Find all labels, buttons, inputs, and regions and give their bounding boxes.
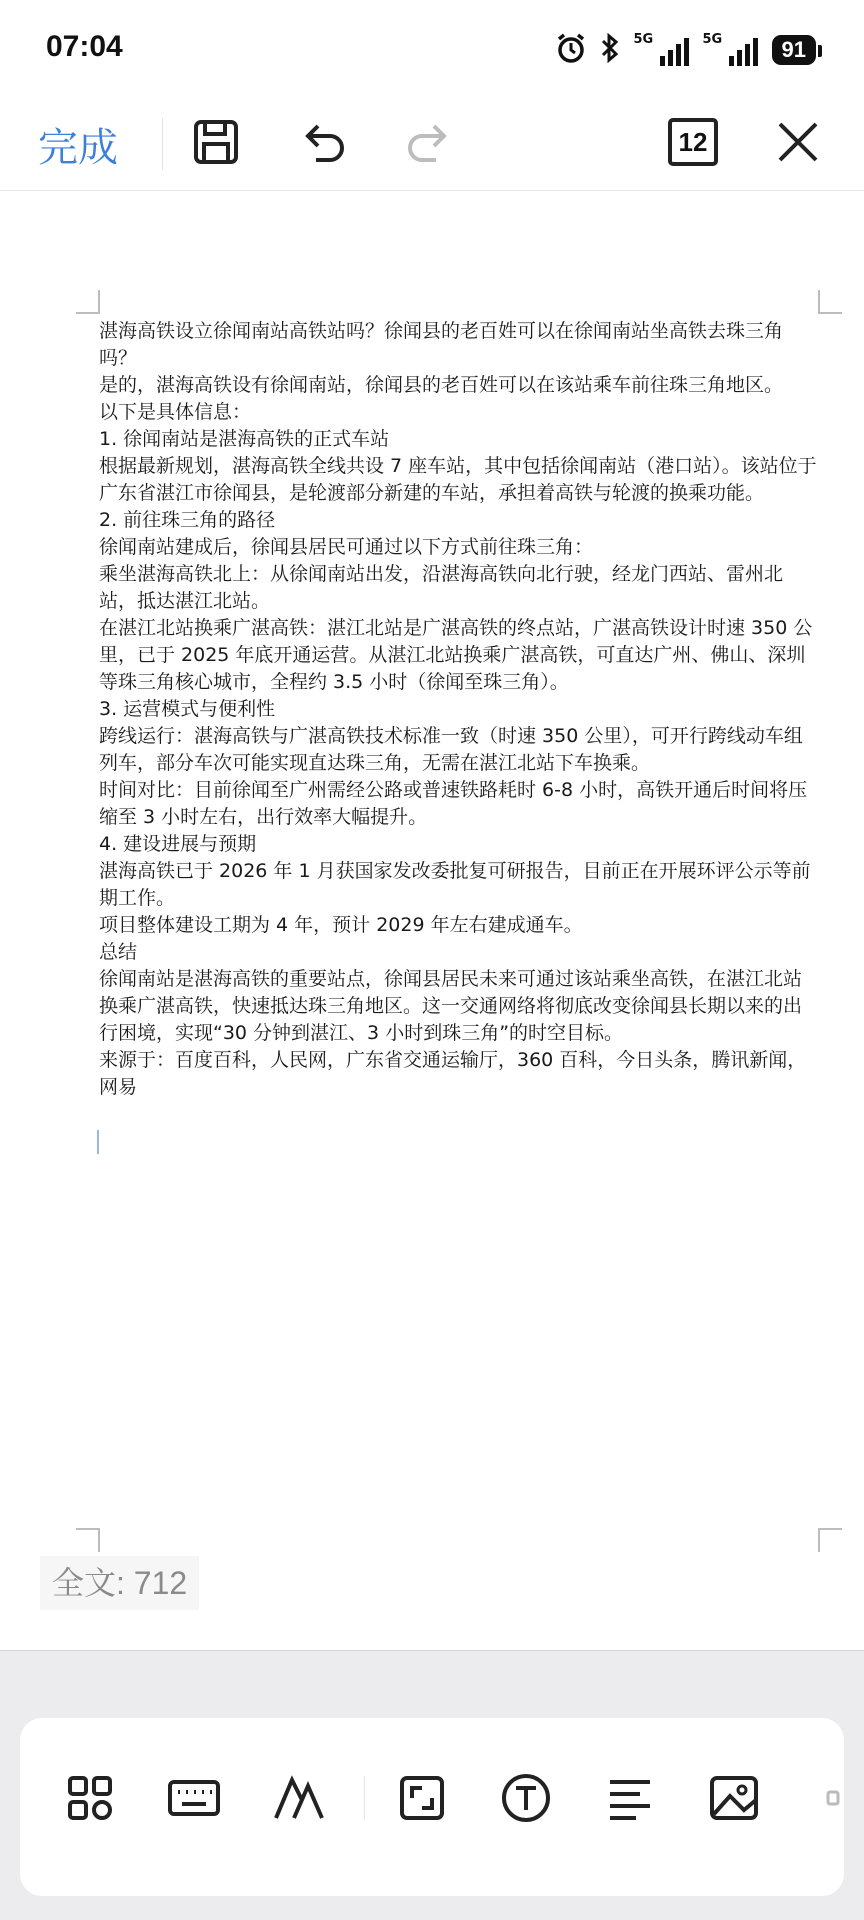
doc-paragraph: 在湛江北站换乘广湛高铁：湛江北站是广湛高铁的终点站，广湛高铁设计时速 350 公里，已于 2025 年底开通运营。从湛江北站换乘广湛高铁，可直达广州、佛山、深圳等珠三角核心城市，全程约 3.5 小时（徐闻至珠三角）。 xyxy=(99,617,813,693)
doc-paragraph: 以下是具体信息： xyxy=(99,401,252,423)
align-icon[interactable] xyxy=(600,1768,660,1828)
image-icon[interactable] xyxy=(704,1768,764,1828)
save-icon[interactable] xyxy=(188,114,244,170)
crop-mark-bottom-right xyxy=(818,1528,842,1552)
crop-mark-top-left xyxy=(76,290,100,314)
doc-paragraph: 跨线运行：湛海高铁与广湛高铁技术标准一致（时速 350 公里），可开行跨线动车组列车，部分车次可能实现直达珠三角，无需在湛江北站下车换乘。 xyxy=(99,725,803,774)
doc-paragraph: 项目整体建设工期为 4 年，预计 2029 年左右建成通车。 xyxy=(99,914,583,936)
doc-paragraph: 根据最新规划，湛海高铁全线共设 7 座车站，其中包括徐闻南站（港口站）。该站位于广东省湛江市徐闻县，是轮渡部分新建的车站，承担着高铁与轮渡的换乘功能。 xyxy=(99,455,817,504)
fullscreen-icon[interactable] xyxy=(392,1768,452,1828)
signal-5g-icon: 5G xyxy=(634,34,689,66)
bottom-toolbar xyxy=(20,1718,844,1896)
crop-mark-top-right xyxy=(818,290,842,314)
word-count: 全文: 712 xyxy=(40,1556,199,1610)
doc-paragraph: 湛海高铁已于 2026 年 1 月获国家发改委批复可研报告，目前正在开展环评公示等前期工作。 xyxy=(99,860,811,909)
doc-paragraph: 徐闻南站是湛海高铁的重要站点，徐闻县居民未来可通过该站乘坐高铁，在湛江北站换乘广湛高铁，快速抵达珠三角地区。这一交通网络将彻底改变徐闻县长期以来的出行困境，实现“30 分钟到湛江、3 小时到珠三角”的时空目标。 xyxy=(99,968,803,1044)
doc-paragraph: 来源于：百度百科，人民网，广东省交通运输厅，360 百科，今日头条，腾讯新闻，网易 xyxy=(99,1049,807,1098)
font-style-icon[interactable] xyxy=(268,1768,328,1828)
keyboard-icon[interactable] xyxy=(164,1768,224,1828)
redo-icon[interactable] xyxy=(400,114,456,170)
doc-paragraph: 徐闻南站建成后，徐闻县居民可通过以下方式前往珠三角： xyxy=(99,536,594,558)
apps-icon[interactable] xyxy=(60,1768,120,1828)
status-icons xyxy=(556,30,816,70)
editor-toolbar xyxy=(0,100,864,190)
doc-paragraph: 是的，湛海高铁设有徐闻南站，徐闻县的老百姓可以在该站乘车前往珠三角地区。 xyxy=(99,374,784,396)
doc-heading: 3. 运营模式与便利性 xyxy=(99,698,276,720)
doc-heading: 4. 建设进展与预期 xyxy=(99,833,257,855)
status-bar xyxy=(0,0,864,100)
page-count-button[interactable]: 12 xyxy=(668,118,718,166)
doc-paragraph: 湛海高铁设立徐闻南站高铁站吗？徐闻县的老百姓可以在徐闻南站坐高铁去珠三角吗？ xyxy=(99,320,784,369)
toolbar-divider xyxy=(0,190,864,191)
doc-paragraph: 乘坐湛海高铁北上：从徐闻南站出发，沿湛海高铁向北行驶，经龙门西站、雷州北站，抵达湛江北站。 xyxy=(99,563,784,612)
more-tools-icon[interactable] xyxy=(806,1768,826,1828)
alarm-icon xyxy=(556,32,586,68)
signal-5g-icon: 5G xyxy=(703,34,758,66)
undo-icon[interactable] xyxy=(296,114,352,170)
doc-paragraph: 时间对比：目前徐闻至广州需经公路或普速铁路耗时 6-8 小时，高铁开通后时间将压缩至 3 小时左右，出行效率大幅提升。 xyxy=(99,779,808,828)
clock: 07:04 xyxy=(46,30,123,63)
divider xyxy=(162,118,163,170)
text-insert-icon[interactable] xyxy=(496,1768,556,1828)
done-button[interactable]: 完成 xyxy=(38,125,118,171)
document-body[interactable] xyxy=(99,318,819,1101)
divider xyxy=(364,1776,365,1820)
doc-heading: 1. 徐闻南站是湛海高铁的正式车站 xyxy=(99,428,390,450)
close-icon[interactable] xyxy=(770,114,826,170)
crop-mark-bottom-left xyxy=(76,1528,100,1552)
bluetooth-icon xyxy=(600,33,620,67)
battery-icon: 91 xyxy=(772,35,816,65)
doc-heading: 2. 前往珠三角的路径 xyxy=(99,509,276,531)
doc-heading: 总结 xyxy=(99,941,138,963)
text-cursor xyxy=(97,1130,99,1154)
